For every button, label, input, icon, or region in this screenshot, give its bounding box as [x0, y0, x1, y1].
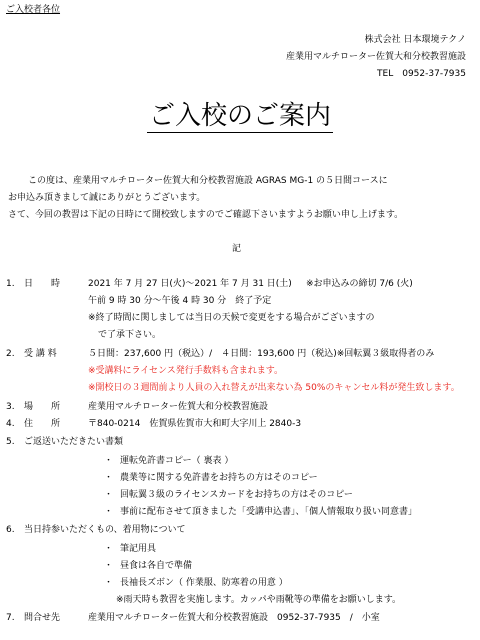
item-1-date: 2021 年 7 月 27 日(火)〜2021 年 7 月 31 日(土) [88, 279, 292, 289]
item-1-number: 1. [6, 279, 15, 289]
item-7-label: 問合せ先 [24, 613, 61, 623]
item-2-number: 2. [6, 349, 15, 359]
item-1-note-1: ※終了時間に関しましては当日の天候で変更をする場合がございますの [88, 313, 375, 323]
page-title: ご入校のご案内 [148, 101, 331, 131]
bullet-icon: ・ [104, 473, 114, 483]
item-1-time: 午前 9 時 30 分〜午後 4 時 30 分 終了予定 [88, 296, 272, 306]
item-5-doc-4: 事前に配布させて頂きました「受講申込書」、「個人情報取り扱い同意書」 [120, 507, 418, 517]
item-5-doc-2: 農業等に関する免許書をお持ちの方はそのコピー [120, 473, 318, 483]
item-5-label: ご返送いただきたい書類 [24, 437, 124, 447]
bullet-icon: ・ [104, 456, 114, 466]
bullet-icon: ・ [104, 490, 114, 500]
item-2-fee: ５日間：237,600 円（税込）/ ４日間：193,600 円（税込)※回転翼３級取得者のみ [88, 349, 435, 359]
item-1-note-2: で了承下さい。 [98, 330, 162, 340]
item-2-cancel-note: ※開校日の３週間前より人員の入れ替えが出来ない為 50%のキャンセル料が発生致します。 [88, 383, 460, 393]
intro-line-3: さて、今回の教習は下記の日時にて開校致しますのでご確認下さいますようお願い申し上げます。 [8, 210, 404, 220]
item-5-number: 5. [6, 437, 15, 447]
item-2-label: 受 講 料 [24, 349, 57, 359]
item-7-number: 7. [6, 613, 15, 623]
item-4-address: 〒840-0214 佐賀県佐賀市大和町大字川上 2840-3 [88, 419, 302, 429]
item-6-rain-note: ※雨天時も教習を実施します。カッパや雨靴等の準備をお願いします。 [116, 595, 402, 605]
item-5-doc-1: 運転免許書コピー（ 裏表 ） [120, 456, 234, 466]
item-6-label: 当日持参いただくもの、着用物について [24, 525, 186, 535]
phone-number: TEL 0952-37-7935 [377, 69, 466, 79]
company-name: 株式会社 日本環境テクノ [364, 35, 466, 45]
item-1-deadline: ※お申込みの締切 7/6 (火) [306, 279, 413, 289]
facility-name: 産業用マルチローター佐賀大和分校教習施設 [285, 52, 466, 62]
item-2-license-note: ※受講料にライセンス発行手数料も含まれます。 [88, 366, 284, 376]
item-6-number: 6. [6, 525, 15, 535]
addressee: ご入校者各位 [6, 5, 61, 15]
item-3-number: 3. [6, 402, 15, 412]
item-6-item-3: 長袖長ズボン（ 作業服、防寒着の用意 ） [120, 578, 288, 588]
item-6-item-2: 昼食は各自で準備 [120, 561, 193, 571]
bullet-icon: ・ [104, 561, 114, 571]
intro-line-2: お申込み頂きまして誠にありがとうございます。 [8, 193, 206, 203]
item-6-item-1: 筆記用具 [120, 544, 157, 554]
item-3-place: 産業用マルチローター佐賀大和分校教習施設 [88, 402, 269, 412]
item-5-doc-3: 回転翼３級のライセンスカードをお持ちの方はそのコピー [120, 490, 353, 500]
bullet-icon: ・ [104, 544, 114, 554]
item-4-label: 住 所 [24, 419, 61, 429]
item-3-label: 場 所 [24, 402, 61, 412]
bullet-icon: ・ [104, 578, 114, 588]
item-1-label: 日 時 [24, 279, 61, 289]
item-7-contact: 産業用マルチローター佐賀大和分校教習施設 0952-37-7935 / 小室 [88, 613, 380, 623]
ki-marker: 記 [232, 244, 242, 254]
item-4-number: 4. [6, 419, 15, 429]
intro-line-1: この度は、産業用マルチローター佐賀大和分校教習施設 AGRAS MG-1 の５日間コースに [28, 176, 388, 186]
bullet-icon: ・ [104, 507, 114, 517]
